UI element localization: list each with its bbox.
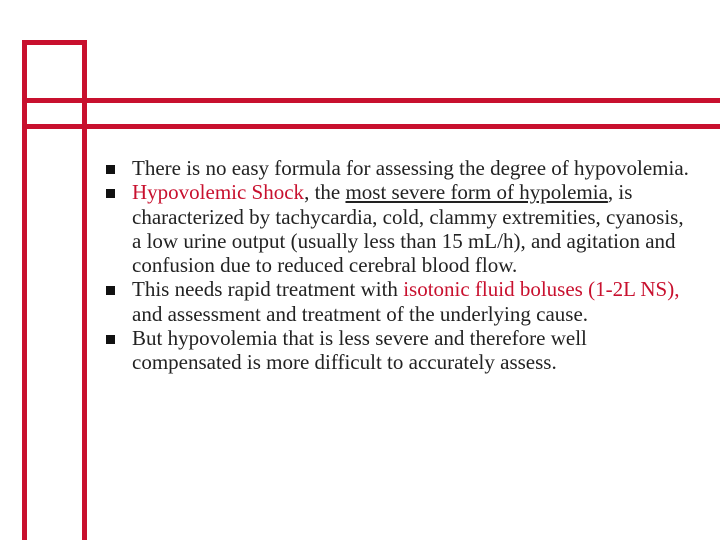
bullet-text-accent: isotonic fluid boluses (1-2L NS), (403, 277, 680, 302)
square-bullet-icon (106, 335, 115, 344)
bullet-list (106, 156, 696, 375)
bullet-text-normal: There is no easy formula for assessing the degree of hypovolemia. (132, 156, 689, 180)
bullet-item (106, 180, 696, 277)
frame-bar-lower (22, 124, 720, 129)
bullet-text-normal: This needs rapid treatment with (132, 277, 404, 302)
bullet-text-normal: , is characterized by tachycardia, cold, clammy extremities, cyanosis, a low urine output (usually less than 15 mL/h), and agitation and confusion due to reduced cerebral blood flow. (132, 180, 684, 278)
square-bullet-icon (106, 286, 115, 295)
frame-bar-upper (22, 98, 720, 103)
bullet-text-normal: But hypovolemia that is less severe and therefore well compensated is more difficult to accurately assess. (132, 326, 587, 375)
bullet-text-underline: most severe form of hypolemia (345, 180, 608, 205)
square-bullet-icon (106, 189, 115, 198)
bullet-item (106, 156, 696, 180)
bullet-text-accent: Hypovolemic Shock (132, 180, 305, 205)
square-bullet-icon (106, 165, 115, 174)
bullet-text-normal: and assessment and treatment of the underlying cause. (132, 301, 589, 326)
slide-content (106, 156, 696, 375)
frame-top-line (22, 40, 87, 45)
bullet-text-normal: , the (304, 180, 346, 205)
frame-left-outer-line (22, 40, 27, 540)
bullet-item (106, 277, 696, 326)
bullet-item (106, 326, 696, 375)
frame-left-inner-line (82, 40, 87, 540)
